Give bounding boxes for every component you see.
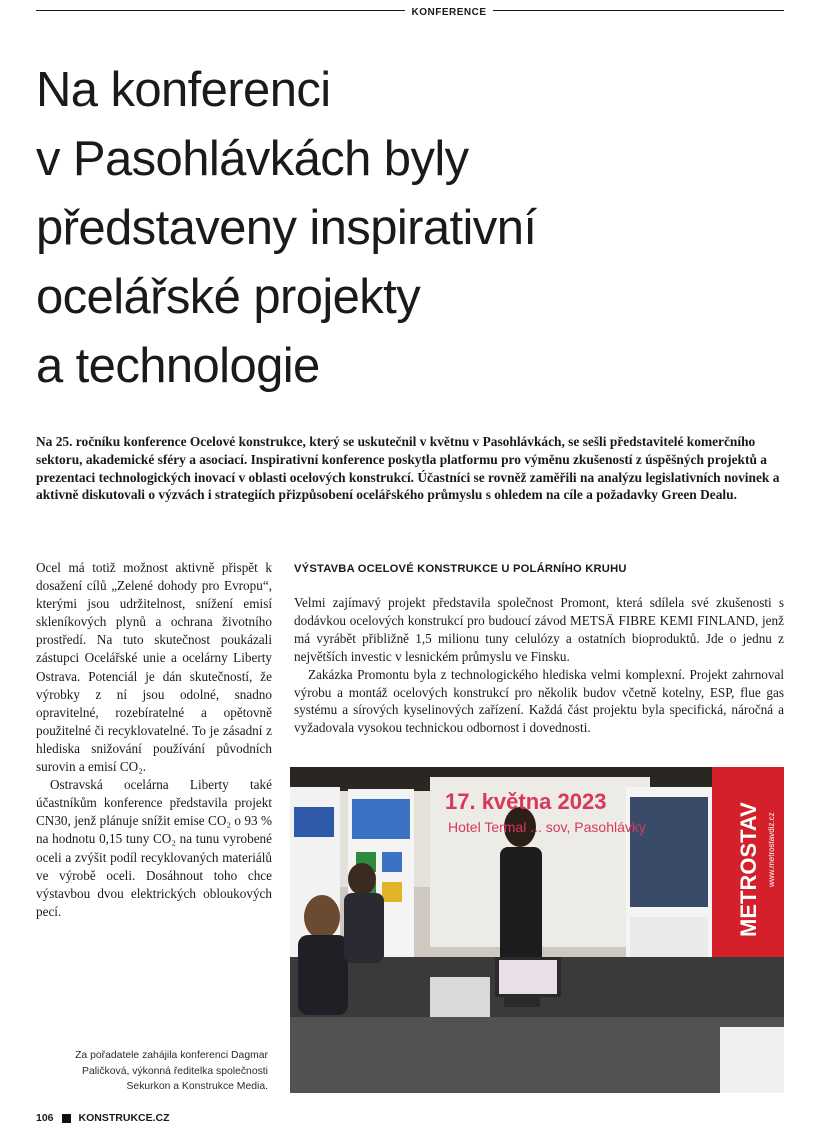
magazine-name: KONSTRUKCE.CZ [78,1112,170,1124]
rollup-brand: METROSTAV [736,802,761,937]
headline-line: Na konferenci [36,63,331,117]
page-footer [36,1112,170,1124]
page-number: 106 [36,1112,54,1124]
banner-date: 17. května 2023 [445,789,607,814]
banner-venue: Hotel Termal ... sov, Pasohlávky [448,819,646,835]
conference-photo [290,767,784,1093]
square-icon [62,1114,71,1123]
headline-line: a technologie [36,339,320,393]
left-column [36,559,272,921]
headline-line: představeny inspirativní [36,201,537,255]
left-paragraph-2: Ostravská ocelárna Liberty také účastníkům konference představila projekt CN30, jenž plánuje snížit emise CO₂ o 93 % na hodnotu 0,15 tuny CO₂ na tunu vyrobené oceli a zvýšit podíl recyklovaných materiálů ve výrobě oceli. Dosáhnout toho chce výstavbou dvou elektrických obloukových pecí. [36,777,272,919]
article-headline [36,56,796,401]
headline-line: v Pasohlávkách byly [36,132,469,186]
conference-scene [290,767,784,1093]
section-rule [36,7,784,18]
rollup-url: www.metrostavdiz.cz [767,812,776,887]
right-column [294,594,784,737]
section-label-text: KONFERENCE [405,7,492,18]
left-paragraph-1: Ocel má totiž možnost aktivně přispět k dosažení cílů „Zelené dohody pro Evropu“, kterými jsou udržitelnost, snížení emisí skleníkových plynů a ochrana životního prostředí. Na tuto skutečnost poukázali zástupci Ocelářské unie a ocelárny Liberty Ostrava. Potenciál je dán skutečností, že výrobky z ní jsou odolné, snadno opravitelné, rozebíratelné a opětovně použitelné či recyklovatelné. To je zásadní z hlediska snižování používání původních surovin a emisí CO₂. [36,560,272,775]
section-subheading: VÝSTAVBA OCELOVÉ KONSTRUKCE U POLÁRNÍHO KRUHU [294,563,627,575]
right-paragraph-2: Zakázka Promontu byla z technologického hlediska velmi komplexní. Projekt zahrnoval výrobu a montáž ocelových konstrukcí pro několik budov včetně kotelny, ESP, flue gas systému a sírových kyselinových zařízení. Každá část projektu byla specifická, náročná a vyžadovala vysokou technickou odbornost i dovednosti. [294,666,784,736]
section-label [36,7,826,18]
headline-line: ocelářské projekty [36,270,421,324]
photo-caption: Za pořadatele zahájila konferenci Dagmar Paličková, výkonná ředitelka společnosti Sekurkon a Konstrukce Media. [75,1050,268,1092]
article-lead: Na 25. ročníku konference Ocelové konstrukce, který se uskutečnil v květnu v Pasohlávkách, se sešli představitelé komerčního sektoru, akademické sféry a asociací. Inspirativní konference poskytla platformu pro výměnu zkušeností z úspěšných projektů a prezentaci technologických inovací v oblasti ocelových konstrukcí. Účastníci se rovněž zaměřili na analýzu legislativních novinek a aktivně diskutovali o výzvách i strategiích přizpůsobení ocelářského průmyslu s ohledem na cíle a požadavky Green Dealu. [36,434,780,503]
right-paragraph-1: Velmi zajímavý projekt představila společnost Promont, která sdílela své zkušenosti s dodávkou ocelových konstrukcí pro budoucí závod METSÄ FIBRE KEMI FINLAND, jenž má vyrábět přibližně 1,5 milionu tuny celulózy a ostatních bioproduktů. Jde o jednu z největších investic v lesnickém průmyslu ve Finsku. [294,595,784,664]
